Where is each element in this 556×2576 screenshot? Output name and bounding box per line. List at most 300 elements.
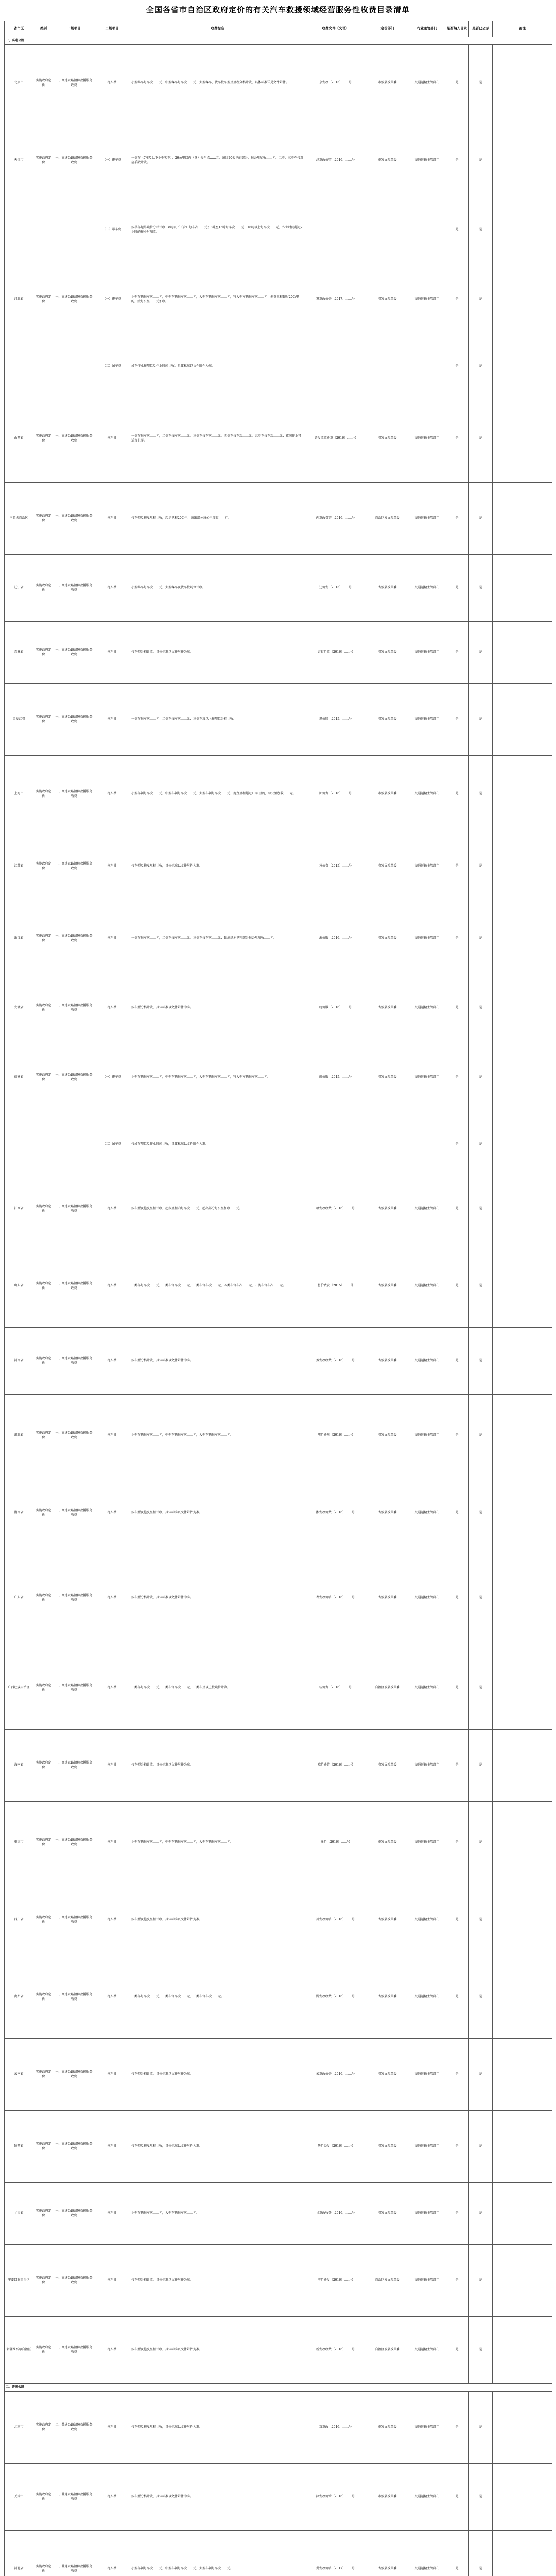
cell-document: 新发改收费〔2016〕……号 xyxy=(305,2317,366,2384)
cell-category: 实施政府定价 xyxy=(33,1549,54,1647)
cell-level2: 拖车费 xyxy=(94,1328,130,1395)
cell-remark xyxy=(493,1802,552,1884)
cell-level1: 一、高速公路清障救援服务收费 xyxy=(54,1039,94,1116)
cell-remark xyxy=(493,122,552,199)
cell-pricing-dept xyxy=(366,199,409,261)
cell-pricing-dept: 省发展改革委 xyxy=(366,622,409,684)
cell-level1: 一、高速公路清障救援服务收费 xyxy=(54,900,94,977)
cell-level1: 一、高速公路清障救援服务收费 xyxy=(54,833,94,900)
table-row xyxy=(5,1039,552,1116)
table-row xyxy=(5,2183,552,2245)
cell-in-catalog: 是 xyxy=(445,1956,469,2039)
cell-category: 实施政府定价 xyxy=(33,2464,54,2531)
cell-admin-dept: 交通运输主管部门 xyxy=(409,2111,445,2183)
cell-in-catalog: 是 xyxy=(445,2464,469,2531)
table-row xyxy=(5,2245,552,2317)
cell-level1: 一、高速公路清障救援服务收费 xyxy=(54,1245,94,1328)
cell-pricing-dept: 省发展改革委 xyxy=(366,1245,409,1328)
cell-in-catalog: 是 xyxy=(445,483,469,555)
cell-pricing-dept: 省发展改革委 xyxy=(366,261,409,338)
cell-level2: 拖车费 xyxy=(94,684,130,756)
cell-category: 实施政府定价 xyxy=(33,555,54,622)
cell-standard: 按车型分档计收，具体标准以文件附件为准。 xyxy=(130,2245,305,2317)
cell-remark xyxy=(493,1477,552,1549)
cell-region: 江西省 xyxy=(5,1173,33,1245)
cell-in-catalog: 是 xyxy=(445,2245,469,2317)
col-remark: 备注 xyxy=(493,21,552,37)
cell-standard: 按车型及拖曳里程计收，具体标准以文件附件为准。 xyxy=(130,2392,305,2464)
cell-admin-dept: 交通运输主管部门 xyxy=(409,684,445,756)
cell-category xyxy=(33,199,54,261)
cell-published: 是 xyxy=(469,122,493,199)
cell-document: 浙价服〔2016〕……号 xyxy=(305,900,366,977)
cell-remark xyxy=(493,1173,552,1245)
cell-published: 是 xyxy=(469,1884,493,1956)
table-row xyxy=(5,756,552,833)
cell-region: 上海市 xyxy=(5,756,33,833)
cell-region: 甘肃省 xyxy=(5,2183,33,2245)
cell-level1 xyxy=(54,1116,94,1173)
cell-pricing-dept: 市发展改革委 xyxy=(366,2392,409,2464)
cell-level1: 二、普通公路清障救援服务收费 xyxy=(54,2464,94,2531)
cell-document xyxy=(305,1116,366,1173)
cell-in-catalog: 是 xyxy=(445,684,469,756)
cell-remark xyxy=(493,555,552,622)
cell-admin-dept: 交通运输主管部门 xyxy=(409,395,445,483)
cell-category: 实施政府定价 xyxy=(33,1647,54,1730)
cell-admin-dept: 交通运输主管部门 xyxy=(409,1039,445,1116)
cell-pricing-dept: 市发展改革委 xyxy=(366,1802,409,1884)
cell-region: 新疆维吾尔自治区 xyxy=(5,2317,33,2384)
cell-remark xyxy=(493,395,552,483)
cell-level2: 拖车费 xyxy=(94,1245,130,1328)
cell-category: 实施政府定价 xyxy=(33,1477,54,1549)
cell-category: 实施政府定价 xyxy=(33,977,54,1039)
cell-level1: 一、高速公路清障救援服务收费 xyxy=(54,395,94,483)
cell-document xyxy=(305,199,366,261)
cell-level2: 拖车费 xyxy=(94,1549,130,1647)
cell-level1: 一、高速公路清障救援服务收费 xyxy=(54,483,94,555)
table-row xyxy=(5,1328,552,1395)
cell-region: 河北省 xyxy=(5,2531,33,2576)
cell-category: 实施政府定价 xyxy=(33,395,54,483)
cell-published: 是 xyxy=(469,2392,493,2464)
cell-admin-dept: 交通运输主管部门 xyxy=(409,1884,445,1956)
cell-category: 实施政府定价 xyxy=(33,2183,54,2245)
cell-level2: （一）拖车费 xyxy=(94,1039,130,1116)
col-category: 类别 xyxy=(33,21,54,37)
cell-level1: 一、高速公路清障救援服务收费 xyxy=(54,622,94,684)
cell-pricing-dept: 省发展改革委 xyxy=(366,1477,409,1549)
cell-level1: 一、高速公路清障救援服务收费 xyxy=(54,1328,94,1395)
cell-admin-dept: 交通运输主管部门 xyxy=(409,555,445,622)
cell-pricing-dept: 自治区发展改革委 xyxy=(366,1647,409,1730)
cell-document: 内发改费字〔2016〕……号 xyxy=(305,483,366,555)
cell-category: 实施政府定价 xyxy=(33,1395,54,1477)
cell-level2: （一）拖车费 xyxy=(94,261,130,338)
cell-in-catalog: 是 xyxy=(445,261,469,338)
cell-level1 xyxy=(54,199,94,261)
cell-remark xyxy=(493,199,552,261)
cell-document: 湘发改价费〔2016〕……号 xyxy=(305,1477,366,1549)
cell-published: 是 xyxy=(469,1802,493,1884)
cell-in-catalog: 是 xyxy=(445,1477,469,1549)
cell-remark xyxy=(493,1956,552,2039)
cell-published: 是 xyxy=(469,338,493,395)
cell-standard: 小型车辆每车次……元，中型车辆每车次……元，大型车辆每车次……元，特大型车辆每车次……元。 xyxy=(130,1039,305,1116)
cell-published: 是 xyxy=(469,1956,493,2039)
cell-admin-dept: 交通运输主管部门 xyxy=(409,833,445,900)
cell-region: 江苏省 xyxy=(5,833,33,900)
cell-remark xyxy=(493,833,552,900)
cell-pricing-dept: 市发展改革委 xyxy=(366,45,409,122)
cell-in-catalog: 是 xyxy=(445,555,469,622)
cell-document: 冀发改价格〔2017〕……号 xyxy=(305,261,366,338)
cell-admin-dept: 交通运输主管部门 xyxy=(409,2392,445,2464)
cell-level2: 拖车费 xyxy=(94,555,130,622)
cell-published: 是 xyxy=(469,2183,493,2245)
cell-in-catalog: 是 xyxy=(445,2392,469,2464)
cell-document: 川发改价格〔2016〕……号 xyxy=(305,1884,366,1956)
cell-standard: 按车型及拖曳里程计收，起步里程内每车次……元，超出部分每公里加收……元。 xyxy=(130,1173,305,1245)
cell-remark xyxy=(493,1884,552,1956)
cell-standard: 一类车每车次……元，二类车每车次……元，三类车每车次……元，四类车每车次……元，五类车每车次……元。 xyxy=(130,1245,305,1328)
cell-category: 实施政府定价 xyxy=(33,1884,54,1956)
cell-standard: 小型车辆每车次……元，中型车辆每车次……元，大型车辆每车次……元；拖曳里程超过10公里的，每公里加收……元。 xyxy=(130,756,305,833)
cell-region: 河南省 xyxy=(5,1328,33,1395)
cell-level2: 拖车费 xyxy=(94,622,130,684)
cell-in-catalog: 是 xyxy=(445,1173,469,1245)
cell-remark xyxy=(493,1116,552,1173)
table-row xyxy=(5,1884,552,1956)
cell-standard: 按车型及拖曳里程计收，具体标准以文件附件为准。 xyxy=(130,2111,305,2183)
cell-document: 渝价〔2016〕……号 xyxy=(305,1802,366,1884)
cell-published: 是 xyxy=(469,833,493,900)
cell-category: 实施政府定价 xyxy=(33,1173,54,1245)
cell-level2: 拖车费 xyxy=(94,483,130,555)
cell-published: 是 xyxy=(469,45,493,122)
cell-admin-dept: 交通运输主管部门 xyxy=(409,122,445,199)
cell-standard: 按车型分档计收，具体标准以文件附件为准。 xyxy=(130,2039,305,2111)
table-row xyxy=(5,1730,552,1802)
cell-level2: 拖车费 xyxy=(94,2245,130,2317)
cell-document: 赣发改收费〔2016〕……号 xyxy=(305,1173,366,1245)
cell-region: 天津市 xyxy=(5,2464,33,2531)
cell-level1: 一、高速公路清障救援服务收费 xyxy=(54,2183,94,2245)
cell-pricing-dept: 省发展改革委 xyxy=(366,977,409,1039)
cell-level2: 拖车费 xyxy=(94,2392,130,2464)
cell-admin-dept: 交通运输主管部门 xyxy=(409,2183,445,2245)
cell-pricing-dept: 省发展改革委 xyxy=(366,2111,409,2183)
cell-region: 广东省 xyxy=(5,1549,33,1647)
cell-admin-dept: 交通运输主管部门 xyxy=(409,483,445,555)
cell-admin-dept: 交通运输主管部门 xyxy=(409,261,445,338)
cell-category: 实施政府定价 xyxy=(33,483,54,555)
cell-level2: 拖车费 xyxy=(94,2111,130,2183)
cell-admin-dept: 交通运输主管部门 xyxy=(409,1549,445,1647)
cell-level1: 二、普通公路清障救援服务收费 xyxy=(54,2531,94,2576)
col-level1: 一级项目 xyxy=(54,21,94,37)
cell-in-catalog: 是 xyxy=(445,1884,469,1956)
cell-document: 京发改〔2015〕……号 xyxy=(305,45,366,122)
cell-standard: 按车型分档计收，具体标准以文件附件为准。 xyxy=(130,1328,305,1395)
cell-category: 实施政府定价 xyxy=(33,2039,54,2111)
cell-document: 沪价费〔2016〕……号 xyxy=(305,756,366,833)
cell-level2: 拖车费 xyxy=(94,1173,130,1245)
section-row xyxy=(5,37,552,45)
table-row xyxy=(5,2531,552,2576)
cell-level2: 拖车费 xyxy=(94,833,130,900)
cell-level2: 拖车费 xyxy=(94,2531,130,2576)
cell-level2: 拖车费 xyxy=(94,900,130,977)
col-published: 是否已公示 xyxy=(469,21,493,37)
cell-standard: 按车型分档计收，具体标准以文件附件为准。 xyxy=(130,622,305,684)
cell-standard: 小型车辆每车次……元，中型车辆每车次……元，大型车辆每车次……元。 xyxy=(130,1395,305,1477)
table-row xyxy=(5,1549,552,1647)
table-row xyxy=(5,2392,552,2464)
cell-standard: 一类车（7座及以下小型客车）：20公里以内（含）每车次……元；超过20公里的部分，每公里加收……元。二类、三类车按对应系数计收。 xyxy=(130,122,305,199)
cell-category: 实施政府定价 xyxy=(33,1956,54,2039)
cell-standard: 按车型分档计收，具体标准以文件附件为准。 xyxy=(130,2464,305,2531)
cell-published: 是 xyxy=(469,2317,493,2384)
cell-remark xyxy=(493,1395,552,1477)
cell-published: 是 xyxy=(469,1116,493,1173)
cell-category: 实施政府定价 xyxy=(33,833,54,900)
cell-category: 实施政府定价 xyxy=(33,2111,54,2183)
cell-level2: 拖车费 xyxy=(94,1395,130,1477)
cell-admin-dept: 交通运输主管部门 xyxy=(409,1802,445,1884)
cell-level2: 拖车费 xyxy=(94,2183,130,2245)
cell-remark xyxy=(493,756,552,833)
cell-remark xyxy=(493,900,552,977)
cell-document: 黑价联〔2015〕……号 xyxy=(305,684,366,756)
cell-level1: 一、高速公路清障救援服务收费 xyxy=(54,1173,94,1245)
cell-level1: 一、高速公路清障救援服务收费 xyxy=(54,1647,94,1730)
cell-pricing-dept: 自治区发展改革委 xyxy=(366,483,409,555)
cell-pricing-dept: 省发展改革委 xyxy=(366,555,409,622)
cell-pricing-dept: 省发展改革委 xyxy=(366,2531,409,2576)
cell-region: 宁夏回族自治区 xyxy=(5,2245,33,2317)
table-row xyxy=(5,2317,552,2384)
cell-remark xyxy=(493,2039,552,2111)
cell-category: 实施政府定价 xyxy=(33,2245,54,2317)
cell-pricing-dept: 自治区发展改革委 xyxy=(366,2317,409,2384)
cell-level1: 一、高速公路清障救援服务收费 xyxy=(54,977,94,1039)
cell-in-catalog: 是 xyxy=(445,977,469,1039)
cell-in-catalog: 是 xyxy=(445,1328,469,1395)
cell-remark xyxy=(493,2183,552,2245)
cell-standard: 小型车辆每车次……元，中型车辆每车次……元，大型车辆每车次……元。 xyxy=(130,2531,305,2576)
cell-level2: 拖车费 xyxy=(94,2039,130,2111)
table-row xyxy=(5,1647,552,1730)
table-row xyxy=(5,1116,552,1173)
table-row xyxy=(5,2464,552,2531)
cell-published: 是 xyxy=(469,1328,493,1395)
cell-remark xyxy=(493,45,552,122)
cell-level2: 拖车费 xyxy=(94,977,130,1039)
cell-pricing-dept: 市发展改革委 xyxy=(366,122,409,199)
table-row xyxy=(5,977,552,1039)
cell-remark xyxy=(493,684,552,756)
cell-level1 xyxy=(54,338,94,395)
cell-admin-dept: 交通运输主管部门 xyxy=(409,2317,445,2384)
cell-published: 是 xyxy=(469,684,493,756)
cell-level1: 一、高速公路清障救援服务收费 xyxy=(54,555,94,622)
cell-remark xyxy=(493,1647,552,1730)
cell-standard: 按车型分档计收，具体标准以文件附件为准。 xyxy=(130,1730,305,1802)
cell-region xyxy=(5,338,33,395)
cell-admin-dept: 交通运输主管部门 xyxy=(409,977,445,1039)
cell-region: 北京市 xyxy=(5,45,33,122)
cell-level2: 拖车费 xyxy=(94,1802,130,1884)
cell-remark xyxy=(493,2392,552,2464)
cell-published: 是 xyxy=(469,2464,493,2531)
cell-category: 实施政府定价 xyxy=(33,1039,54,1116)
table-row xyxy=(5,261,552,338)
cell-document: 琼价费管〔2016〕……号 xyxy=(305,1730,366,1802)
cell-in-catalog: 是 xyxy=(445,756,469,833)
cell-region: 陕西省 xyxy=(5,2111,33,2183)
cell-region: 四川省 xyxy=(5,1884,33,1956)
cell-document: 粤发改价格〔2016〕……号 xyxy=(305,1549,366,1647)
cell-in-catalog: 是 xyxy=(445,1395,469,1477)
cell-in-catalog: 是 xyxy=(445,122,469,199)
cell-category: 实施政府定价 xyxy=(33,622,54,684)
cell-remark xyxy=(493,2531,552,2576)
cell-standard: 一类车每车次……元，二类车每车次……元，三类车每车次……元，四类车每车次……元，五类车每车次……元；夜间作业可适当上浮。 xyxy=(130,395,305,483)
cell-category: 实施政府定价 xyxy=(33,1328,54,1395)
section-row xyxy=(5,2384,552,2392)
cell-standard: 小型客车每车次……元；中型客车每车次……元；大型客车、货车按车型及里程分档计收，具体标准详见文件附件。 xyxy=(130,45,305,122)
cell-document: 陕价经发〔2016〕……号 xyxy=(305,2111,366,2183)
cell-document xyxy=(305,338,366,395)
cell-in-catalog: 是 xyxy=(445,2183,469,2245)
cell-admin-dept: 交通运输主管部门 xyxy=(409,2531,445,2576)
cell-document: 鲁价费发〔2015〕……号 xyxy=(305,1245,366,1328)
section-title: 二、普通公路 xyxy=(5,2384,552,2392)
cell-pricing-dept: 省发展改革委 xyxy=(366,395,409,483)
cell-level1: 一、高速公路清障救援服务收费 xyxy=(54,2317,94,2384)
cell-published: 是 xyxy=(469,199,493,261)
cell-region: 海南省 xyxy=(5,1730,33,1802)
cell-level2: （二）吊车费 xyxy=(94,338,130,395)
cell-region: 天津市 xyxy=(5,122,33,199)
cell-admin-dept: 交通运输主管部门 xyxy=(409,756,445,833)
cell-category: 实施政府定价 xyxy=(33,1730,54,1802)
cell-document: 津发改价管〔2016〕……号 xyxy=(305,2464,366,2531)
cell-published: 是 xyxy=(469,1039,493,1116)
table-row xyxy=(5,900,552,977)
table-row xyxy=(5,684,552,756)
cell-category xyxy=(33,1116,54,1173)
cell-standard: 一类车每车次……元；二类车每车次……元；三类车及以上按吨位分档计收。 xyxy=(130,684,305,756)
cell-level2: 拖车费 xyxy=(94,1884,130,1956)
cell-category: 实施政府定价 xyxy=(33,2317,54,2384)
table-row xyxy=(5,622,552,684)
cell-pricing-dept: 省发展改革委 xyxy=(366,1730,409,1802)
cell-level2: 拖车费 xyxy=(94,2464,130,2531)
cell-level2: 拖车费 xyxy=(94,45,130,122)
cell-published: 是 xyxy=(469,1173,493,1245)
cell-published: 是 xyxy=(469,1395,493,1477)
cell-document: 鄂价费规〔2016〕……号 xyxy=(305,1395,366,1477)
cell-in-catalog: 是 xyxy=(445,1116,469,1173)
cell-remark xyxy=(493,483,552,555)
table-row xyxy=(5,338,552,395)
cell-region: 河北省 xyxy=(5,261,33,338)
cell-region xyxy=(5,1116,33,1173)
cell-pricing-dept xyxy=(366,338,409,395)
cell-region: 内蒙古自治区 xyxy=(5,483,33,555)
cell-level1: 一、高速公路清障救援服务收费 xyxy=(54,45,94,122)
cell-pricing-dept: 市发展改革委 xyxy=(366,2464,409,2531)
cell-admin-dept: 交通运输主管部门 xyxy=(409,1395,445,1477)
cell-level1: 一、高速公路清障救援服务收费 xyxy=(54,1884,94,1956)
col-standard: 收费标准 xyxy=(130,21,305,37)
cell-published: 是 xyxy=(469,261,493,338)
col-in-catalog: 是否纳入目录 xyxy=(445,21,469,37)
cell-standard: 小型车辆每车次……元，大型车辆每车次……元。 xyxy=(130,2183,305,2245)
cell-standard: 吊车作业按吨位及作业时间计收，具体标准以文件附件为准。 xyxy=(130,338,305,395)
cell-admin-dept xyxy=(409,338,445,395)
cell-region: 广西壮族自治区 xyxy=(5,1647,33,1730)
cell-pricing-dept: 省发展改革委 xyxy=(366,1549,409,1647)
cell-admin-dept: 交通运输主管部门 xyxy=(409,1477,445,1549)
cell-document: 豫发改收费〔2016〕……号 xyxy=(305,1328,366,1395)
cell-category: 实施政府定价 xyxy=(33,900,54,977)
cell-document: 闽价服〔2015〕……号 xyxy=(305,1039,366,1116)
cell-category: 实施政府定价 xyxy=(33,261,54,338)
col-region: 省市区 xyxy=(5,21,33,37)
col-level2: 二级项目 xyxy=(94,21,130,37)
cell-document: 辽价发〔2015〕……号 xyxy=(305,555,366,622)
cell-document: 宁价费发〔2016〕……号 xyxy=(305,2245,366,2317)
page-title: 全国各省市自治区政府定价的有关汽车救援领域经营服务性收费目录清单 xyxy=(146,5,410,14)
cell-level2: 拖车费 xyxy=(94,1730,130,1802)
cell-level1: 一、高速公路清障救援服务收费 xyxy=(54,1477,94,1549)
cell-admin-dept: 交通运输主管部门 xyxy=(409,1328,445,1395)
cell-category: 实施政府定价 xyxy=(33,684,54,756)
table-row xyxy=(5,45,552,122)
cell-in-catalog: 是 xyxy=(445,1039,469,1116)
cell-pricing-dept: 省发展改革委 xyxy=(366,1395,409,1477)
cell-standard: 一类车每车次……元，二类车每车次……元，三类车每车次……元；超出基本里程部分每公里加收……元。 xyxy=(130,900,305,977)
cell-published: 是 xyxy=(469,1549,493,1647)
table-row xyxy=(5,2039,552,2111)
cell-admin-dept: 交通运输主管部门 xyxy=(409,1730,445,1802)
cell-standard: 小型车辆每车次……元，中型车辆每车次……元，大型车辆每车次……元。 xyxy=(130,1802,305,1884)
cell-category xyxy=(33,338,54,395)
cell-remark xyxy=(493,2464,552,2531)
section-title: 一、高速公路 xyxy=(5,37,552,45)
cell-admin-dept: 交通运输主管部门 xyxy=(409,2245,445,2317)
cell-published: 是 xyxy=(469,756,493,833)
cell-level1: 一、高速公路清障救援服务收费 xyxy=(54,684,94,756)
table-row xyxy=(5,2111,552,2183)
cell-category: 实施政府定价 xyxy=(33,1802,54,1884)
cell-published: 是 xyxy=(469,2039,493,2111)
cell-category: 实施政府定价 xyxy=(33,756,54,833)
cell-in-catalog: 是 xyxy=(445,622,469,684)
cell-region: 重庆市 xyxy=(5,1802,33,1884)
cell-admin-dept xyxy=(409,1116,445,1173)
cell-level1: 一、高速公路清障救援服务收费 xyxy=(54,1730,94,1802)
cell-level2: （二）吊车费 xyxy=(94,199,130,261)
cell-region: 吉林省 xyxy=(5,622,33,684)
cell-in-catalog: 是 xyxy=(445,833,469,900)
cell-pricing-dept: 省发展改革委 xyxy=(366,1884,409,1956)
cell-remark xyxy=(493,977,552,1039)
